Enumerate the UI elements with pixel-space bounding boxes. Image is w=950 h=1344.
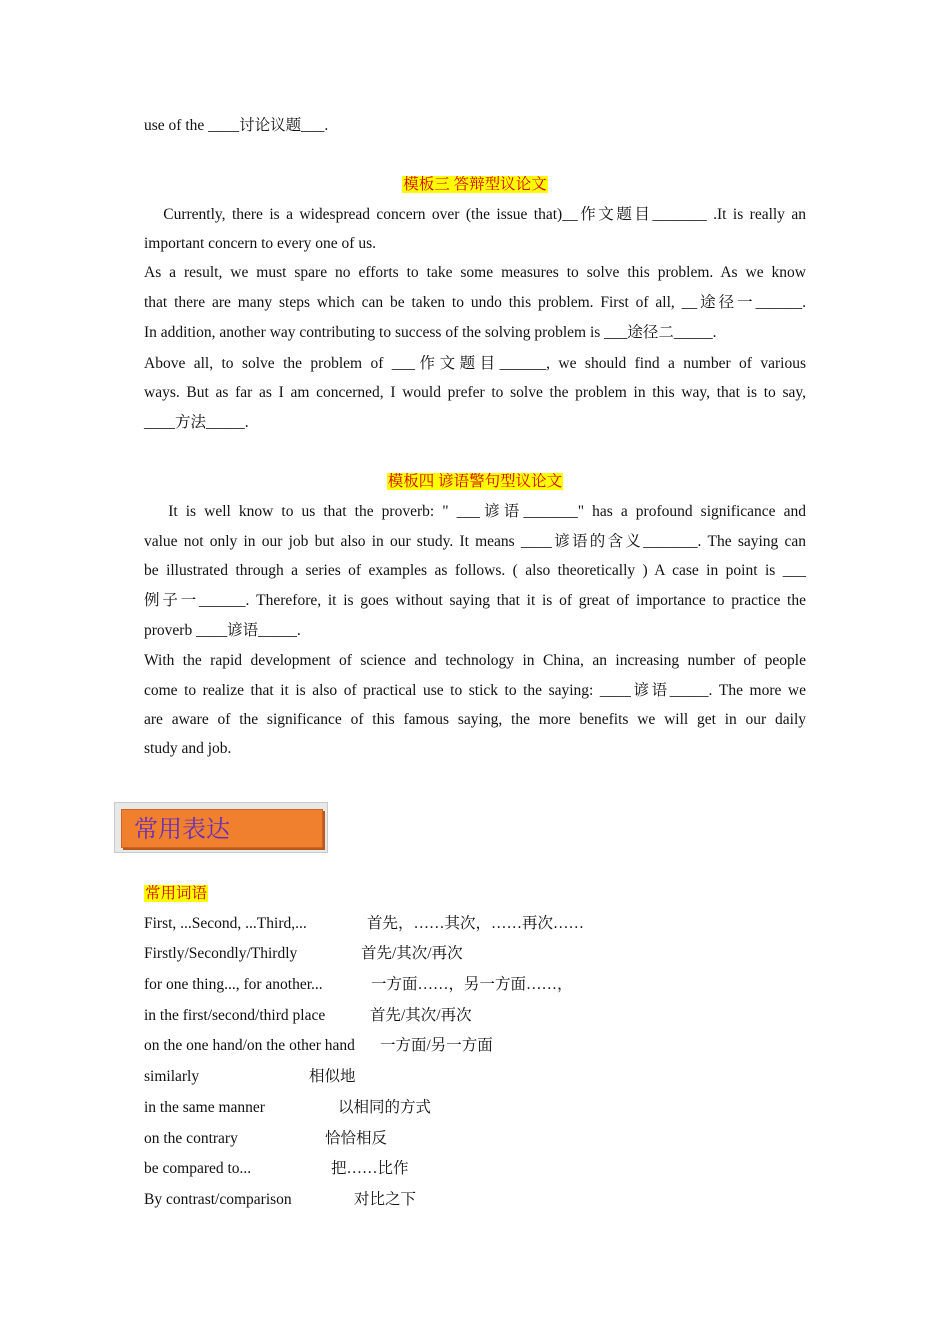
expression-cn: 一方面/另一方面 <box>380 1037 493 1054</box>
paragraph-line: study and job. <box>144 740 232 757</box>
paragraph-line: proverb ____谚语_____. <box>144 622 301 639</box>
paragraph-line: ____方法_____. <box>144 414 249 431</box>
expression-en: By contrast/comparison <box>144 1191 292 1208</box>
section-banner-inner <box>121 809 323 848</box>
subsection-heading <box>144 884 208 904</box>
expression-en: on the one hand/on the other hand <box>144 1037 355 1054</box>
expression-cn: 把……比作 <box>331 1160 409 1177</box>
paragraph-line: ways. But as far as I am concerned, I would prefer to solve the problem in this way, that is to say, <box>144 384 806 401</box>
paragraph-line: be illustrated through a series of examples as follows. ( also theoretically ) A case in point is ___ <box>144 562 806 579</box>
paragraph-line: are aware of the significance of this famous saying, the more benefits we will get in our daily <box>144 711 806 728</box>
template4-title: 模板四 谚语警句型议论文 <box>387 473 563 490</box>
template4-heading <box>144 472 806 492</box>
paragraph-line: As a result, we must spare no efforts to take some measures to solve this problem. As we know <box>144 264 806 281</box>
template3-title: 模板三 答辩型议论文 <box>403 176 547 193</box>
expression-en: be compared to... <box>144 1160 252 1177</box>
expression-en: similarly <box>144 1068 200 1085</box>
expression-cn: 首先，……其次，……再次…… <box>367 915 585 932</box>
paragraph-line: Currently, there is a widespread concern over (the issue that)__作文题目_______ .It is really an <box>144 206 806 223</box>
expression-cn: 首先/其次/再次 <box>370 1007 472 1024</box>
expression-en: on the contrary <box>144 1130 238 1147</box>
expression-en: for one thing..., for another... <box>144 976 323 993</box>
expression-en: in the same manner <box>144 1099 265 1116</box>
expression-cn: 相似地 <box>309 1068 356 1085</box>
expression-cn: 恰恰相反 <box>325 1130 388 1147</box>
paragraph-line: With the rapid development of science and technology in China, an increasing number of people <box>144 652 806 669</box>
expression-cn: 以相同的方式 <box>338 1099 432 1116</box>
paragraph-line: that there are many steps which can be taken to undo this problem. First of all, __途径一______. <box>144 294 806 311</box>
paragraph-line: Above all, to solve the problem of ___作文题目______, we should find a number of various <box>144 355 806 372</box>
section-banner <box>114 802 328 853</box>
intro-line: use of the ____讨论议题___. <box>144 117 329 134</box>
expression-cn: 首先/其次/再次 <box>361 945 463 962</box>
paragraph-line: In addition, another way contributing to success of the solving problem is ___途径二_____. <box>144 324 717 341</box>
expression-cn: 一方面……，另一方面……， <box>371 976 573 993</box>
expression-en: First, ...Second, ...Third,... <box>144 915 307 932</box>
expression-en: Firstly/Secondly/Thirdly <box>144 945 298 962</box>
paragraph-line: 例子一______. Therefore, it is goes without saying that it is of great of importance to practice the <box>144 592 806 609</box>
expression-en: in the first/second/third place <box>144 1007 326 1024</box>
section-title: 常用表达 <box>134 815 230 843</box>
paragraph-line: It is well know to us that the proverb: " ___谚语_______" has a profound significance and <box>144 503 806 520</box>
paragraph-line: value not only in our job but also in our study. It means ____谚语的含义_______. The saying can <box>144 533 806 550</box>
paragraph-line: important concern to every one of us. <box>144 235 376 252</box>
paragraph-line: come to realize that it is also of practical use to stick to the saying: ____谚语_____. The more we <box>144 682 806 699</box>
template3-heading <box>144 175 806 195</box>
subsection-title: 常用词语 <box>145 885 208 902</box>
expression-cn: 对比之下 <box>354 1191 417 1208</box>
